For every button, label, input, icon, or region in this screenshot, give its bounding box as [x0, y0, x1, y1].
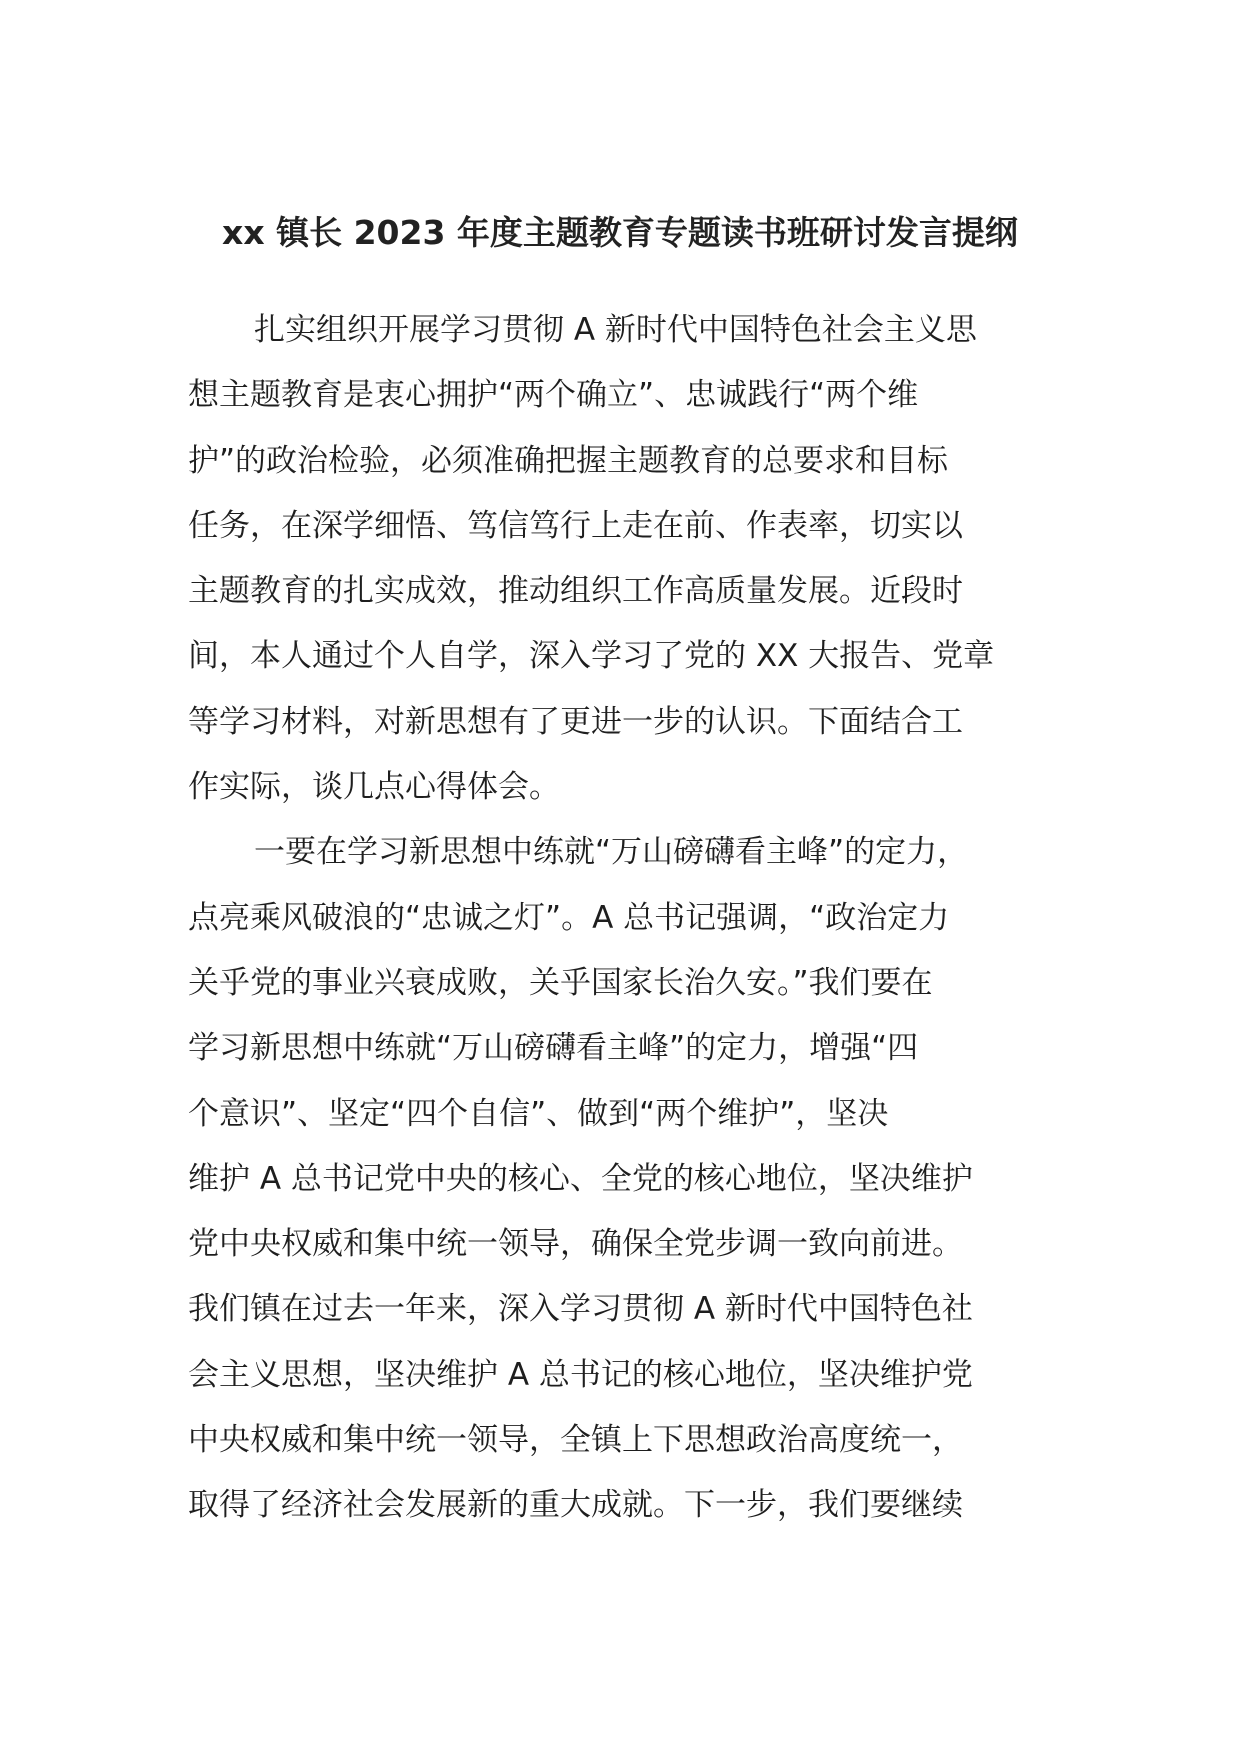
text-line: 主题教育的扎实成效，推动组织工作高质量发展。近段时 [188, 573, 963, 610]
text-line: 我们镇在过去一年来，深入学习贯彻 A 新时代中国特色社 [188, 1291, 973, 1328]
document-body [188, 298, 1068, 1539]
text-line: 学习新思想中练就“万山磅礴看主峰”的定力，增强“四 [188, 1030, 919, 1067]
text-line: 一要在学习新思想中练就“万山磅礴看主峰”的定力， [254, 834, 969, 871]
text-line: 作实际，谈几点心得体会。 [188, 769, 560, 806]
text-line: 护”的政治检验，必须准确把握主题教育的总要求和目标 [188, 442, 949, 479]
text-line: 会主义思想，坚决维护 A 总书记的核心地位，坚决维护党 [188, 1356, 973, 1393]
text-line: 点亮乘风破浪的“忠诚之灯”。A 总书记强调，“政治定力 [188, 899, 950, 936]
text-line: 想主题教育是衷心拥护“两个确立”、忠诚践行“两个维 [188, 377, 919, 414]
paragraph-1 [188, 298, 1068, 820]
text-line: 党中央权威和集中统一领导，确保全党步调一致向前进。 [188, 1226, 963, 1263]
text-line: 维护 A 总书记党中央的核心、全党的核心地位，坚决维护 [188, 1160, 973, 1197]
text-line: 间，本人通过个人自学，深入学习了党的 XX 大报告、党章 [188, 638, 995, 675]
paragraph-2 [188, 820, 1068, 1538]
text-line: 中央权威和集中统一领导，全镇上下思想政治高度统一， [188, 1422, 963, 1459]
text-line: 扎实组织开展学习贯彻 A 新时代中国特色社会主义思 [254, 312, 977, 348]
text-line: 任务，在深学细悟、笃信笃行上走在前、作表率，切实以 [188, 507, 963, 544]
document-title: xx 镇长 2023 年度主题教育专题读书班研讨发言提纲 [222, 213, 1018, 252]
text-line: 个意识”、坚定“四个自信”、做到“两个维护”，坚决 [188, 1095, 889, 1132]
text-line: 等学习材料，对新思想有了更进一步的认识。下面结合工 [188, 703, 963, 740]
text-line: 关乎党的事业兴衰成败，关乎国家长治久安。”我们要在 [188, 964, 933, 1001]
text-line: 取得了经济社会发展新的重大成就。下一步，我们要继续 [188, 1487, 963, 1524]
